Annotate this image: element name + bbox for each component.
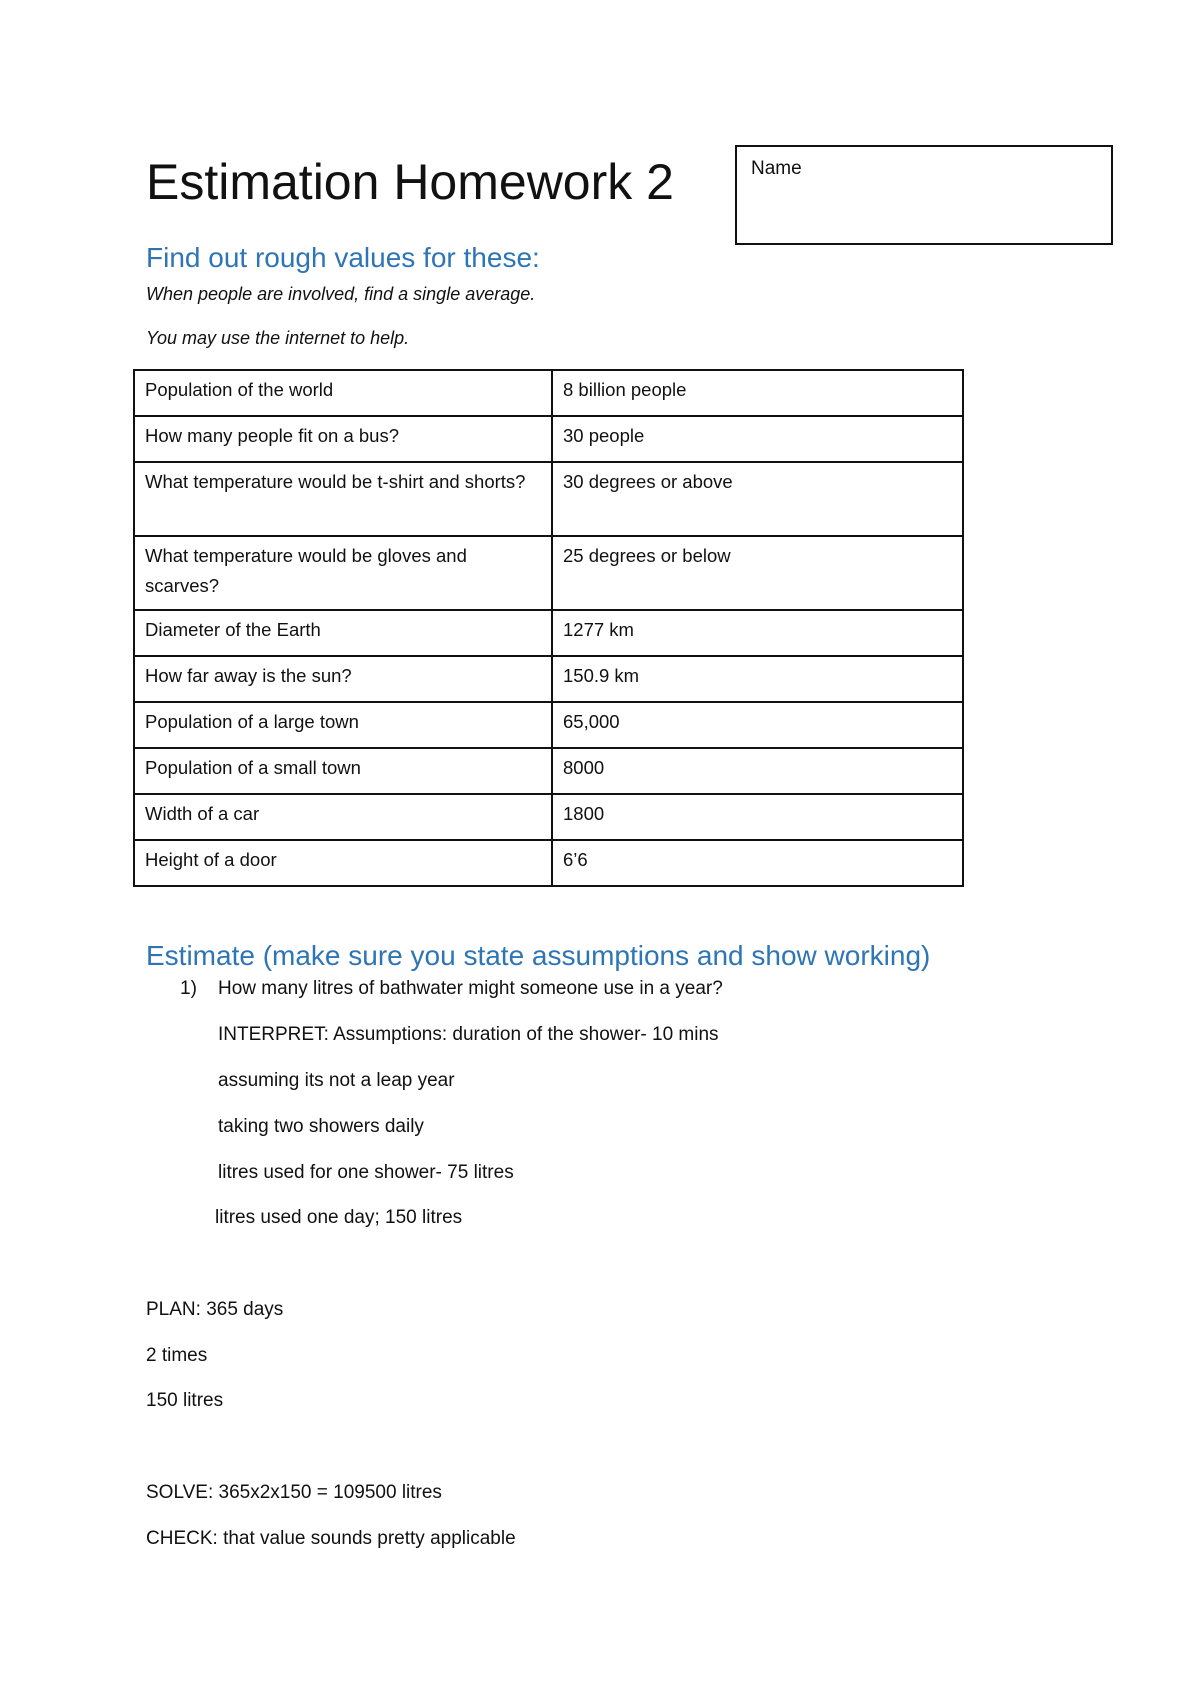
task-1 [180,978,723,1000]
question-cell: Width of a car [134,794,552,840]
check-line: CHECK: that value sounds pretty applicable [146,1528,516,1549]
answer-cell: 8 billion people [552,370,963,416]
name-label: Name [751,158,802,179]
interpret-line: assuming its not a leap year [218,1070,455,1091]
answer-cell: 25 degrees or below [552,536,963,610]
interpret-line: taking two showers daily [218,1116,424,1137]
table-row [134,370,963,416]
question-cell: What temperature would be t-shirt and shorts? [134,462,552,536]
table-row [134,794,963,840]
table-row [134,416,963,462]
table-row [134,462,963,536]
table-row [134,656,963,702]
question-cell: Height of a door [134,840,552,886]
plan-line: PLAN: 365 days [146,1299,284,1320]
table-row [134,840,963,886]
answer-cell: 150.9 km [552,656,963,702]
table-row [134,702,963,748]
table-row [134,610,963,656]
instruction-average: When people are involved, find a single average. [146,284,536,304]
table-row [134,748,963,794]
interpret-line: INTERPRET: Assumptions: duration of the shower- 10 mins [218,1024,719,1045]
answer-cell: 8000 [552,748,963,794]
page-title: Estimation Homework 2 [146,154,674,210]
name-box[interactable] [735,145,1113,245]
section-heading-estimate: Estimate (make sure you state assumptions and show working) [146,940,931,971]
instruction-internet: You may use the internet to help. [146,328,410,348]
section-heading-find-values: Find out rough values for these: [146,242,540,273]
answer-cell: 1277 km [552,610,963,656]
table-row [134,536,963,610]
answer-cell: 6’6 [552,840,963,886]
question-cell: Population of a large town [134,702,552,748]
task-number: 1) [180,978,197,999]
task-text: How many litres of bathwater might someone use in a year? [218,978,723,999]
solve-line: SOLVE: 365x2x150 = 109500 litres [146,1482,442,1503]
estimates-table [133,369,964,887]
interpret-line: litres used one day; 150 litres [215,1207,463,1228]
answer-cell: 30 degrees or above [552,462,963,536]
plan-line: 2 times [146,1345,208,1366]
answer-cell: 65,000 [552,702,963,748]
answer-cell: 1800 [552,794,963,840]
plan-line: 150 litres [146,1390,224,1411]
question-cell: How many people fit on a bus? [134,416,552,462]
question-cell: How far away is the sun? [134,656,552,702]
question-cell: Diameter of the Earth [134,610,552,656]
question-cell: What temperature would be gloves and scarves? [134,536,552,610]
question-cell: Population of the world [134,370,552,416]
answer-cell: 30 people [552,416,963,462]
question-cell: Population of a small town [134,748,552,794]
interpret-line: litres used for one shower- 75 litres [218,1162,514,1183]
